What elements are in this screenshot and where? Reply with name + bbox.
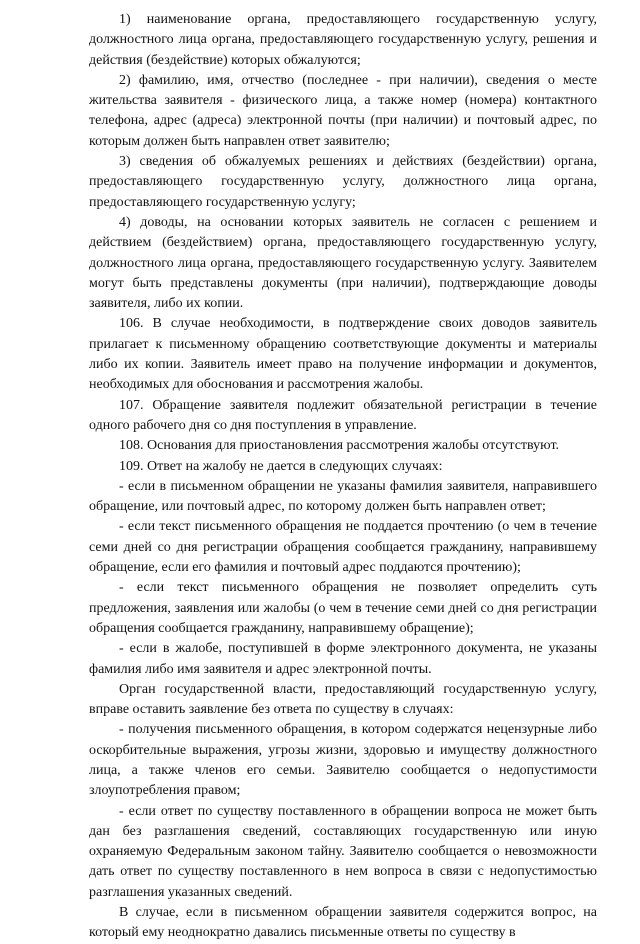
paragraph-case-secret: - если ответ по существу поставленного в обращении вопроса не может быть дан без разглашения сведений, составляющих государственную или иную охраняемую Федеральным законом тайну. Заявителю сообщается о невозможности дать ответ по существу поставленного в нем вопроса в связи с недопустимостью разглашения указанных сведений. [89, 803, 597, 900]
paragraph-repeated-question: В случае, если в письменном обращении заявителя содержится вопрос, на который ему неоднократно давались письменные ответы по существу в [89, 905, 597, 941]
paragraph-item-3-appealed-decisions: 3) сведения об обжалуемых решениях и действиях (бездействии) органа, предоставляющего государственную услугу, должностного лица органа, предоставляющего государственную услугу; [89, 154, 597, 210]
paragraph-106: 106. В случае необходимости, в подтверждение своих доводов заявитель прилагает к письменному обращению соответствующие документы и материалы либо их копии. Заявитель имеет право на получение информации и документов, необходимых для обоснования и рассмотрения жалобы. [89, 316, 597, 393]
paragraph-109: 109. Ответ на жалобу не дается в следующих случаях: [119, 458, 443, 474]
paragraph-item-2-applicant-details: 2) фамилию, имя, отчество (последнее - при наличии), сведения о месте жительства заявителя - физического лица, а также номер (номера) контактного телефона, адрес (адреса) электронной почты (при наличии) и почтовый адрес, по которым должен быть направлен ответ заявителю; [89, 72, 597, 149]
paragraph-case-electronic: - если в жалобе, поступившей в форме электронного документа, не указаны фамилия либо имя заявителя и адрес электронной почты. [89, 641, 597, 677]
paragraph-item-4-arguments: 4) доводы, на основании которых заявитель не согласен с решением и действием (бездействием) органа, предоставляющего государственную услугу, должностного лица органа, предоставляющего государственную услугу. Заявителем могут быть представлены документы (при наличии), подтверждающие доводы заявителя, либо их копии. [89, 214, 597, 312]
paragraph-case-no-surname: - если в письменном обращении не указаны фамилия заявителя, направившего обращение, или почтовый адрес, по которому должен быть направлен ответ; [89, 478, 597, 515]
paragraph-107: 107. Обращение заявителя подлежит обязательной регистрации в течение одного рабочего дня со дня поступления в управление. [89, 397, 597, 433]
paragraph-case-unreadable: - если текст письменного обращения не поддается прочтению (о чем в течение семи дней со дня регистрации обращения сообщается гражданину, направившему обращение, если его фамилия и почтовый адрес поддаются прочтению); [89, 519, 597, 576]
paragraph-item-1-name: 1) наименование органа, предоставляющего государственную услугу, должностного лица органа, предоставляющего государственную услугу, решения и действия (бездействие) которых обжалуются; [89, 12, 597, 68]
document-page [89, 10, 597, 944]
paragraph-108: 108. Основания для приостановления рассмотрения жалобы отсутствуют. [119, 438, 560, 454]
paragraph-authority-right: Орган государственной власти, предоставляющий государственную услугу, вправе оставить заявление без ответа по существу в случаях: [89, 681, 597, 718]
paragraph-case-obscene: - получения письменного обращения, в котором содержатся нецензурные либо оскорбительные выражения, угрозы жизни, здоровью и имуществу должностного лица, а также членов его семьи. Заявителю сообщается о недопустимости злоупотребления правом; [89, 722, 597, 799]
paragraph-case-unclear-essence: - если текст письменного обращения не позволяет определить суть предложения, заявления или жалобы (о чем в течение семи дней со дня регистрации обращения сообщается гражданину, направившему обращение); [89, 580, 597, 636]
